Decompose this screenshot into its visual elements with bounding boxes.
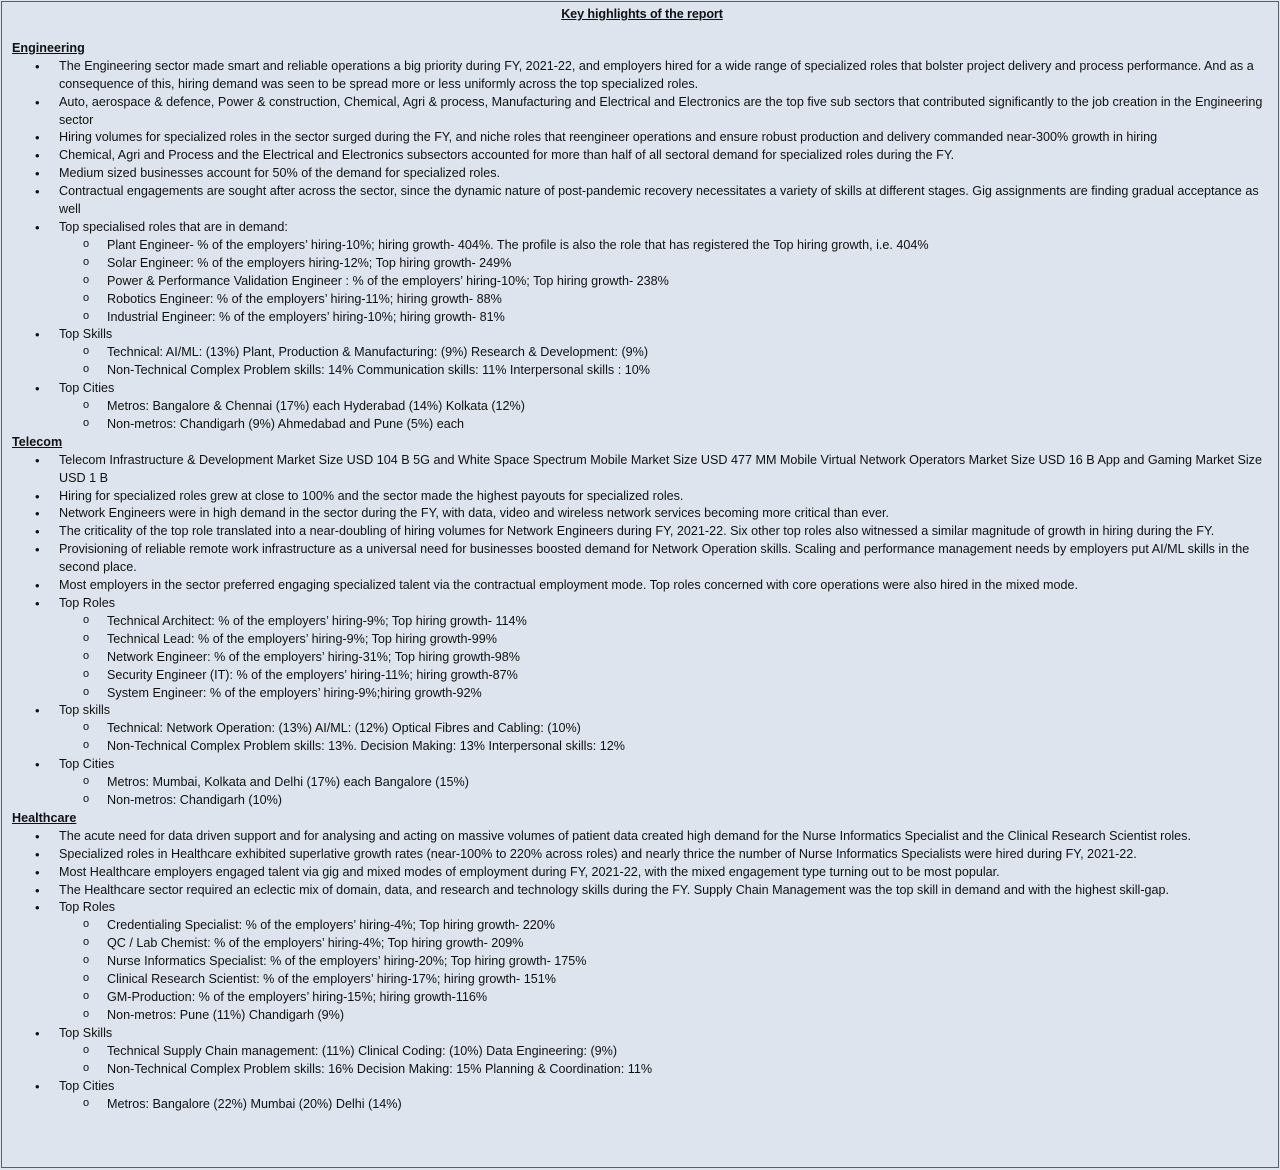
bullet-text: Network Engineers were in high demand in the sector during the FY, with data, video and wireless network services becoming more critical than ever. [59, 506, 889, 521]
bullet-item [12, 488, 1272, 506]
section-heading: Healthcare [12, 810, 77, 825]
sub-bullet-item: o Non-metros: Chandigarh (9%) Ahmedabad and Pune (5%) each [59, 416, 1272, 434]
sub-bullet-list [59, 1096, 1272, 1114]
section-heading: Engineering [12, 40, 85, 55]
bullet-item [12, 219, 1272, 326]
bullet-text: Top Cities [59, 381, 115, 396]
bullet-list [12, 58, 1272, 434]
sub-bullet-item: o Credentialing Specialist: % of the employers’ hiring-4%; Top hiring growth- 220% [59, 917, 1272, 935]
bullet-text: Auto, aerospace & defence, Power & construction, Chemical, Agri & process, Manufacturing and Electrical and Electronics are the top five sub sectors that contributed significantly to the job creation in the Engineering sector [59, 94, 1263, 127]
sub-bullet-item: o Solar Engineer: % of the employers hiring-12%; Top hiring growth- 249% [59, 255, 1272, 273]
bullet-text: Top Skills [59, 1025, 113, 1040]
bullet-text: Specialized roles in Healthcare exhibited superlative growth rates (near-100% to 220% across roles) and nearly thrice the number of Nurse Informatics Specialists were hired during FY, 2021-22. [59, 846, 1137, 861]
sub-bullet-item: o Metros: Mumbai, Kolkata and Delhi (17%) each Bangalore (15%) [59, 774, 1272, 792]
bullet-text: Telecom Infrastructure & Development Market Size USD 104 B 5G and White Space Spectrum Mobile Market Size USD 477 MM Mobile Virtual Network Operators Market Size USD 16 B App and Gaming Market Size USD 1 B [59, 452, 1262, 485]
bullet-item [12, 380, 1272, 434]
sub-bullet-item: o Nurse Informatics Specialist: % of the employers’ hiring-20%; Top hiring growth- 175% [59, 953, 1272, 971]
sub-bullet-list [59, 237, 1272, 327]
bullet-text: The Healthcare sector required an eclectic mix of domain, data, and research and technology skills during the FY. Supply Chain Management was the top skill in demand and with the highest skill-gap. [59, 882, 1170, 897]
sub-bullet-item: o Technical Lead: % of the employers’ hiring-9%; Top hiring growth-99% [59, 631, 1272, 649]
bullet-text: The criticality of the top role translated into a near-doubling of hiring volumes for Network Engineers during FY, 2021-22. Six other top roles also witnessed a similar magnitude of growth in hiring during the FY. [59, 524, 1215, 539]
sub-bullet-list [59, 774, 1272, 810]
sub-bullet-list [59, 917, 1272, 1024]
sub-bullet-item: o QC / Lab Chemist: % of the employers’ hiring-4%; Top hiring growth- 209% [59, 935, 1272, 953]
section-engineering [12, 40, 1272, 434]
bullet-item [12, 882, 1272, 900]
sub-bullet-list [59, 613, 1272, 703]
bullet-text: Top specialised roles that are in demand: [59, 219, 288, 234]
bullet-text: Top Cities [59, 757, 115, 772]
sub-bullet-item: o Power & Performance Validation Engineer : % of the employers’ hiring-10%; Top hiring growth- 238% [59, 273, 1272, 291]
sub-bullet-item: o Technical: Network Operation: (13%) AI/ML: (12%) Optical Fibres and Cabling: (10%) [59, 720, 1272, 738]
bullet-item [12, 577, 1272, 595]
report-sections [12, 40, 1272, 1114]
bullet-text: Contractual engagements are sought after across the sector, since the dynamic nature of post-pandemic recovery necessitates a variety of skills at different stages. Gig assignments are finding gradual acceptance as well [59, 184, 1259, 217]
bullet-text: The acute need for data driven support and for analysing and acting on massive volumes of patient data created high demand for the Nurse Informatics Specialist and the Clinical Research Scientist roles. [59, 828, 1191, 843]
bullet-item [12, 452, 1272, 488]
sub-bullet-item: o Metros: Bangalore (22%) Mumbai (20%) Delhi (14%) [59, 1096, 1272, 1114]
sub-bullet-item: o Security Engineer (IT): % of the employers’ hiring-11%; hiring growth-87% [59, 667, 1272, 685]
bullet-item [12, 756, 1272, 810]
sub-bullet-item: o GM-Production: % of the employers’ hiring-15%; hiring growth-116% [59, 989, 1272, 1007]
bullet-item [12, 523, 1272, 541]
sub-bullet-item: o Non-metros: Pune (11%) Chandigarh (9%) [59, 1007, 1272, 1025]
bullet-text: Top Roles [59, 900, 116, 915]
bullet-item [12, 1078, 1272, 1114]
bullet-item [12, 165, 1272, 183]
bullet-item [12, 1025, 1272, 1079]
section-telecom [12, 434, 1272, 810]
bullet-item [12, 505, 1272, 523]
bullet-item [12, 702, 1272, 756]
bullet-text: Top Roles [59, 596, 116, 610]
bullet-text: Top Skills [59, 327, 113, 342]
sub-bullet-item: o Network Engineer: % of the employers’ hiring-31%; Top hiring growth-98% [59, 649, 1272, 667]
sub-bullet-item: o Plant Engineer- % of the employers’ hiring-10%; hiring growth- 404%. The profile is also the role that has registered the Top hiring growth, i.e. 404% [59, 237, 1272, 255]
sub-bullet-item: o Non-metros: Chandigarh (10%) [59, 792, 1272, 810]
bullet-list [12, 452, 1272, 810]
bullet-item [12, 58, 1272, 94]
bullet-item [12, 147, 1272, 165]
sub-bullet-item: o Technical Architect: % of the employers’ hiring-9%; Top hiring growth- 114% [59, 613, 1272, 631]
bullet-text: Top Cities [59, 1079, 115, 1094]
bullet-item [12, 828, 1272, 846]
bullet-text: Chemical, Agri and Process and the Electrical and Electronics subsectors accounted for more than half of all sectoral demand for specialized roles during the FY. [59, 148, 955, 163]
bullet-text: Most employers in the sector preferred engaging specialized talent via the contractual employment mode. Top roles concerned with core operations were also hired in the mixed mode. [59, 578, 1079, 593]
sub-bullet-item: o Technical: AI/ML: (13%) Plant, Production & Manufacturing: (9%) Research & Development: (9%) [59, 344, 1272, 362]
bullet-item [12, 129, 1272, 147]
bullet-text: The Engineering sector made smart and reliable operations a big priority during FY, 2021-22, and employers hired for a wide range of specialized roles that bolster project delivery and process performance. And as a consequence of this, hiring demand was seen to be spread more or less uniformly across the top specialized roles. [59, 58, 1254, 91]
bullet-item [12, 183, 1272, 219]
report-page [1, 1, 1279, 1168]
section-heading: Telecom [12, 434, 63, 449]
sub-bullet-list [59, 1043, 1272, 1079]
bullet-item [12, 846, 1272, 864]
bullet-text: Provisioning of reliable remote work infrastructure as a universal need for businesses boosted demand for Network Operation skills. Scaling and performance management needs by employers put AI/ML skills in the second place. [59, 542, 1250, 575]
sub-bullet-list [59, 398, 1272, 434]
bullet-item [12, 899, 1272, 1024]
sub-bullet-item: o System Engineer: % of the employers’ hiring-9%;hiring growth-92% [59, 685, 1272, 703]
bullet-item [12, 541, 1272, 577]
sub-bullet-item: o Non-Technical Complex Problem skills: 13%. Decision Making: 13% Interpersonal skills: 12% [59, 738, 1272, 756]
sub-bullet-list [59, 720, 1272, 756]
sub-bullet-list [59, 344, 1272, 380]
bullet-text: Hiring volumes for specialized roles in the sector surged during the FY, and niche roles that reengineer operations and ensure robust production and delivery commanded near-300% growth in hiring [59, 130, 1158, 145]
bullet-text: Medium sized businesses account for 50% of the demand for specialized roles. [59, 166, 501, 181]
bullet-text: Top skills [59, 703, 111, 718]
report-title: Key highlights of the report [561, 7, 723, 21]
bullet-text: Hiring for specialized roles grew at close to 100% and the sector made the highest payouts for specialized roles. [59, 488, 684, 503]
section-healthcare [12, 810, 1272, 1114]
bullet-item [12, 864, 1272, 882]
bullet-text: Most Healthcare employers engaged talent via gig and mixed modes of employment during FY, 2021-22, with the mixed engagement type turning out to be most popular. [59, 864, 1000, 879]
bullet-item [12, 94, 1272, 130]
sub-bullet-item: o Technical Supply Chain management: (11%) Clinical Coding: (10%) Data Engineering: (9%) [59, 1043, 1272, 1061]
sub-bullet-item: o Non-Technical Complex Problem skills: 14% Communication skills: 11% Interpersonal skills : 10% [59, 362, 1272, 380]
sub-bullet-item: o Robotics Engineer: % of the employers’ hiring-11%; hiring growth- 88% [59, 291, 1272, 309]
bullet-item [12, 326, 1272, 380]
bullet-item [12, 595, 1272, 702]
bullet-list [12, 828, 1272, 1115]
sub-bullet-item: o Clinical Research Scientist: % of the employers’ hiring-17%; hiring growth- 151% [59, 971, 1272, 989]
sub-bullet-item: o Metros: Bangalore & Chennai (17%) each Hyderabad (14%) Kolkata (12%) [59, 398, 1272, 416]
sub-bullet-item: o Non-Technical Complex Problem skills: 16% Decision Making: 15% Planning & Coordination: 11% [59, 1061, 1272, 1079]
sub-bullet-item: o Industrial Engineer: % of the employers’ hiring-10%; hiring growth- 81% [59, 309, 1272, 327]
